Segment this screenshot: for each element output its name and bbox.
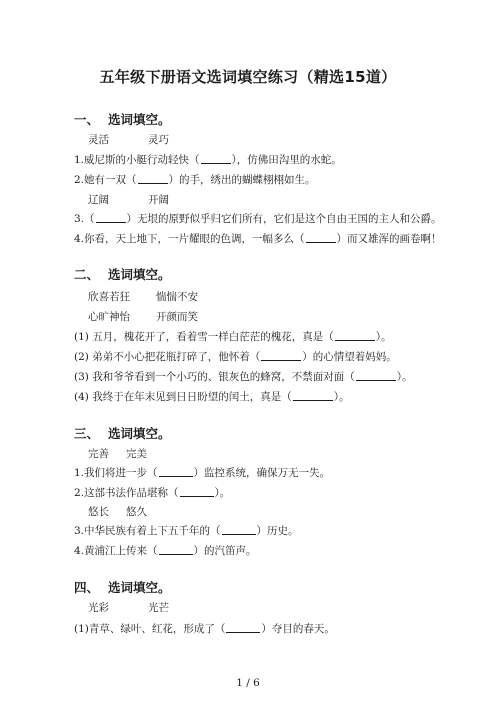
question-text: 3.（: [74, 213, 95, 225]
answer-blank[interactable]: [226, 622, 260, 633]
question-text: ）的心情望着妈妈。: [302, 351, 397, 363]
question-text: ）夺目的春天。: [261, 623, 335, 635]
section-title: 选词填空。: [108, 426, 171, 441]
question-text: ）无垠的原野似乎归它们所有，它们是这个自由王国的主人和公爵。: [126, 213, 442, 225]
word-choice: 完美: [126, 448, 147, 460]
answer-blank[interactable]: [96, 212, 126, 223]
section-title: 选词填空。: [108, 112, 171, 127]
question-text: 4.你看，天上地下，一片耀眼的色调，一幅多么（: [74, 233, 305, 245]
word-choices: [88, 505, 147, 519]
question-line: [74, 350, 397, 364]
word-choice: 光芒: [148, 602, 169, 614]
section-3-heading: [74, 424, 171, 442]
question-text: (1) 五月，槐花开了，看着雪一样白茫茫的槐花，真是（: [74, 331, 334, 343]
word-choice: 悠久: [126, 506, 147, 518]
section-2-heading: [74, 265, 171, 283]
question-line: [74, 232, 442, 246]
question-line: [74, 212, 442, 226]
question-text: ）而又雄浑的画卷啊！: [336, 233, 442, 245]
question-text: ）。: [396, 371, 413, 383]
question-text: (2) 弟弟不小心把花瓶打碎了，他怀着（: [74, 351, 261, 363]
answer-blank[interactable]: [159, 544, 193, 555]
word-choices: [88, 601, 169, 615]
section-number: 四、: [74, 580, 100, 595]
question-text: 1.威尼斯的小艇行动轻快（: [74, 154, 200, 166]
word-choice: 心旷神怡: [88, 311, 130, 323]
question-line: [74, 466, 330, 480]
answer-blank[interactable]: [138, 173, 168, 184]
word-choices: [88, 133, 169, 147]
question-text: (4) 我终于在年末见到日日盼望的闰土，真是（: [74, 391, 292, 403]
section-number: 三、: [74, 426, 100, 441]
section-title: 选词填空。: [108, 580, 171, 595]
word-choices: [88, 193, 169, 207]
answer-blank[interactable]: [180, 486, 214, 497]
answer-blank[interactable]: [201, 153, 231, 164]
section-title: 选词填空。: [108, 267, 171, 282]
question-text: 1.我们将进一步（: [74, 467, 158, 479]
question-text: ），仿佛田沟里的水蛇。: [231, 154, 342, 166]
word-choices: [88, 310, 198, 324]
answer-blank[interactable]: [306, 232, 336, 243]
question-text: (3) 我和爷爷看到一个小巧的、银灰色的蜂窝，不禁面对面（: [74, 371, 355, 383]
word-choice: 灵活: [88, 134, 109, 146]
answer-blank[interactable]: [222, 524, 256, 535]
question-text: 2.这部书法作品堪称（: [74, 487, 179, 499]
section-4-heading: [74, 578, 171, 596]
word-choice: 光彩: [88, 602, 109, 614]
question-line: [74, 544, 257, 558]
word-choice: 惴惴不安: [156, 291, 198, 303]
word-choice: 悠长: [88, 506, 109, 518]
question-text: 3.中华民族有着上下五千年的（: [74, 525, 221, 537]
answer-blank[interactable]: [335, 330, 375, 341]
question-text: ）。: [333, 391, 350, 403]
question-line: [74, 390, 349, 404]
question-text: 4.黄浦江上传来（: [74, 545, 158, 557]
word-choice: 开颜而笑: [156, 311, 198, 323]
section-number: 二、: [74, 267, 100, 282]
question-text: ）。: [214, 487, 231, 499]
worksheet-title: 五年级下册语文选词填空练习（精选15道）: [99, 68, 397, 86]
section-number: 一、: [74, 112, 100, 127]
word-choice: 开阔: [148, 194, 169, 206]
answer-blank[interactable]: [261, 350, 301, 361]
section-1-heading: [74, 110, 171, 128]
question-text: ）监控系统，确保万无一失。: [193, 467, 331, 479]
question-line: [74, 153, 342, 167]
word-choice: 灵巧: [148, 134, 169, 146]
answer-blank[interactable]: [293, 390, 333, 401]
word-choices: [88, 447, 147, 461]
question-text: ）的手，绣出的蝴蝶栩栩如生。: [168, 174, 316, 186]
answer-blank[interactable]: [159, 466, 193, 477]
question-line: [74, 622, 335, 636]
word-choice: 欣喜若狂: [88, 291, 130, 303]
question-text: 2.她有一双（: [74, 174, 137, 186]
page-number: 1 / 6: [236, 677, 260, 689]
question-text: ）的汽笛声。: [193, 545, 257, 557]
question-line: [74, 173, 316, 187]
question-line: [74, 330, 391, 344]
word-choice: 辽阔: [88, 194, 109, 206]
answer-blank[interactable]: [356, 370, 396, 381]
question-text: ）。: [375, 331, 392, 343]
question-line: [74, 370, 412, 384]
word-choice: 完善: [88, 448, 109, 460]
question-text: (1)青草、绿叶、红花，形成了（: [74, 623, 226, 635]
question-text: ）历史。: [256, 525, 299, 537]
word-choices: [88, 290, 198, 304]
question-line: [74, 486, 230, 500]
question-line: [74, 524, 299, 538]
